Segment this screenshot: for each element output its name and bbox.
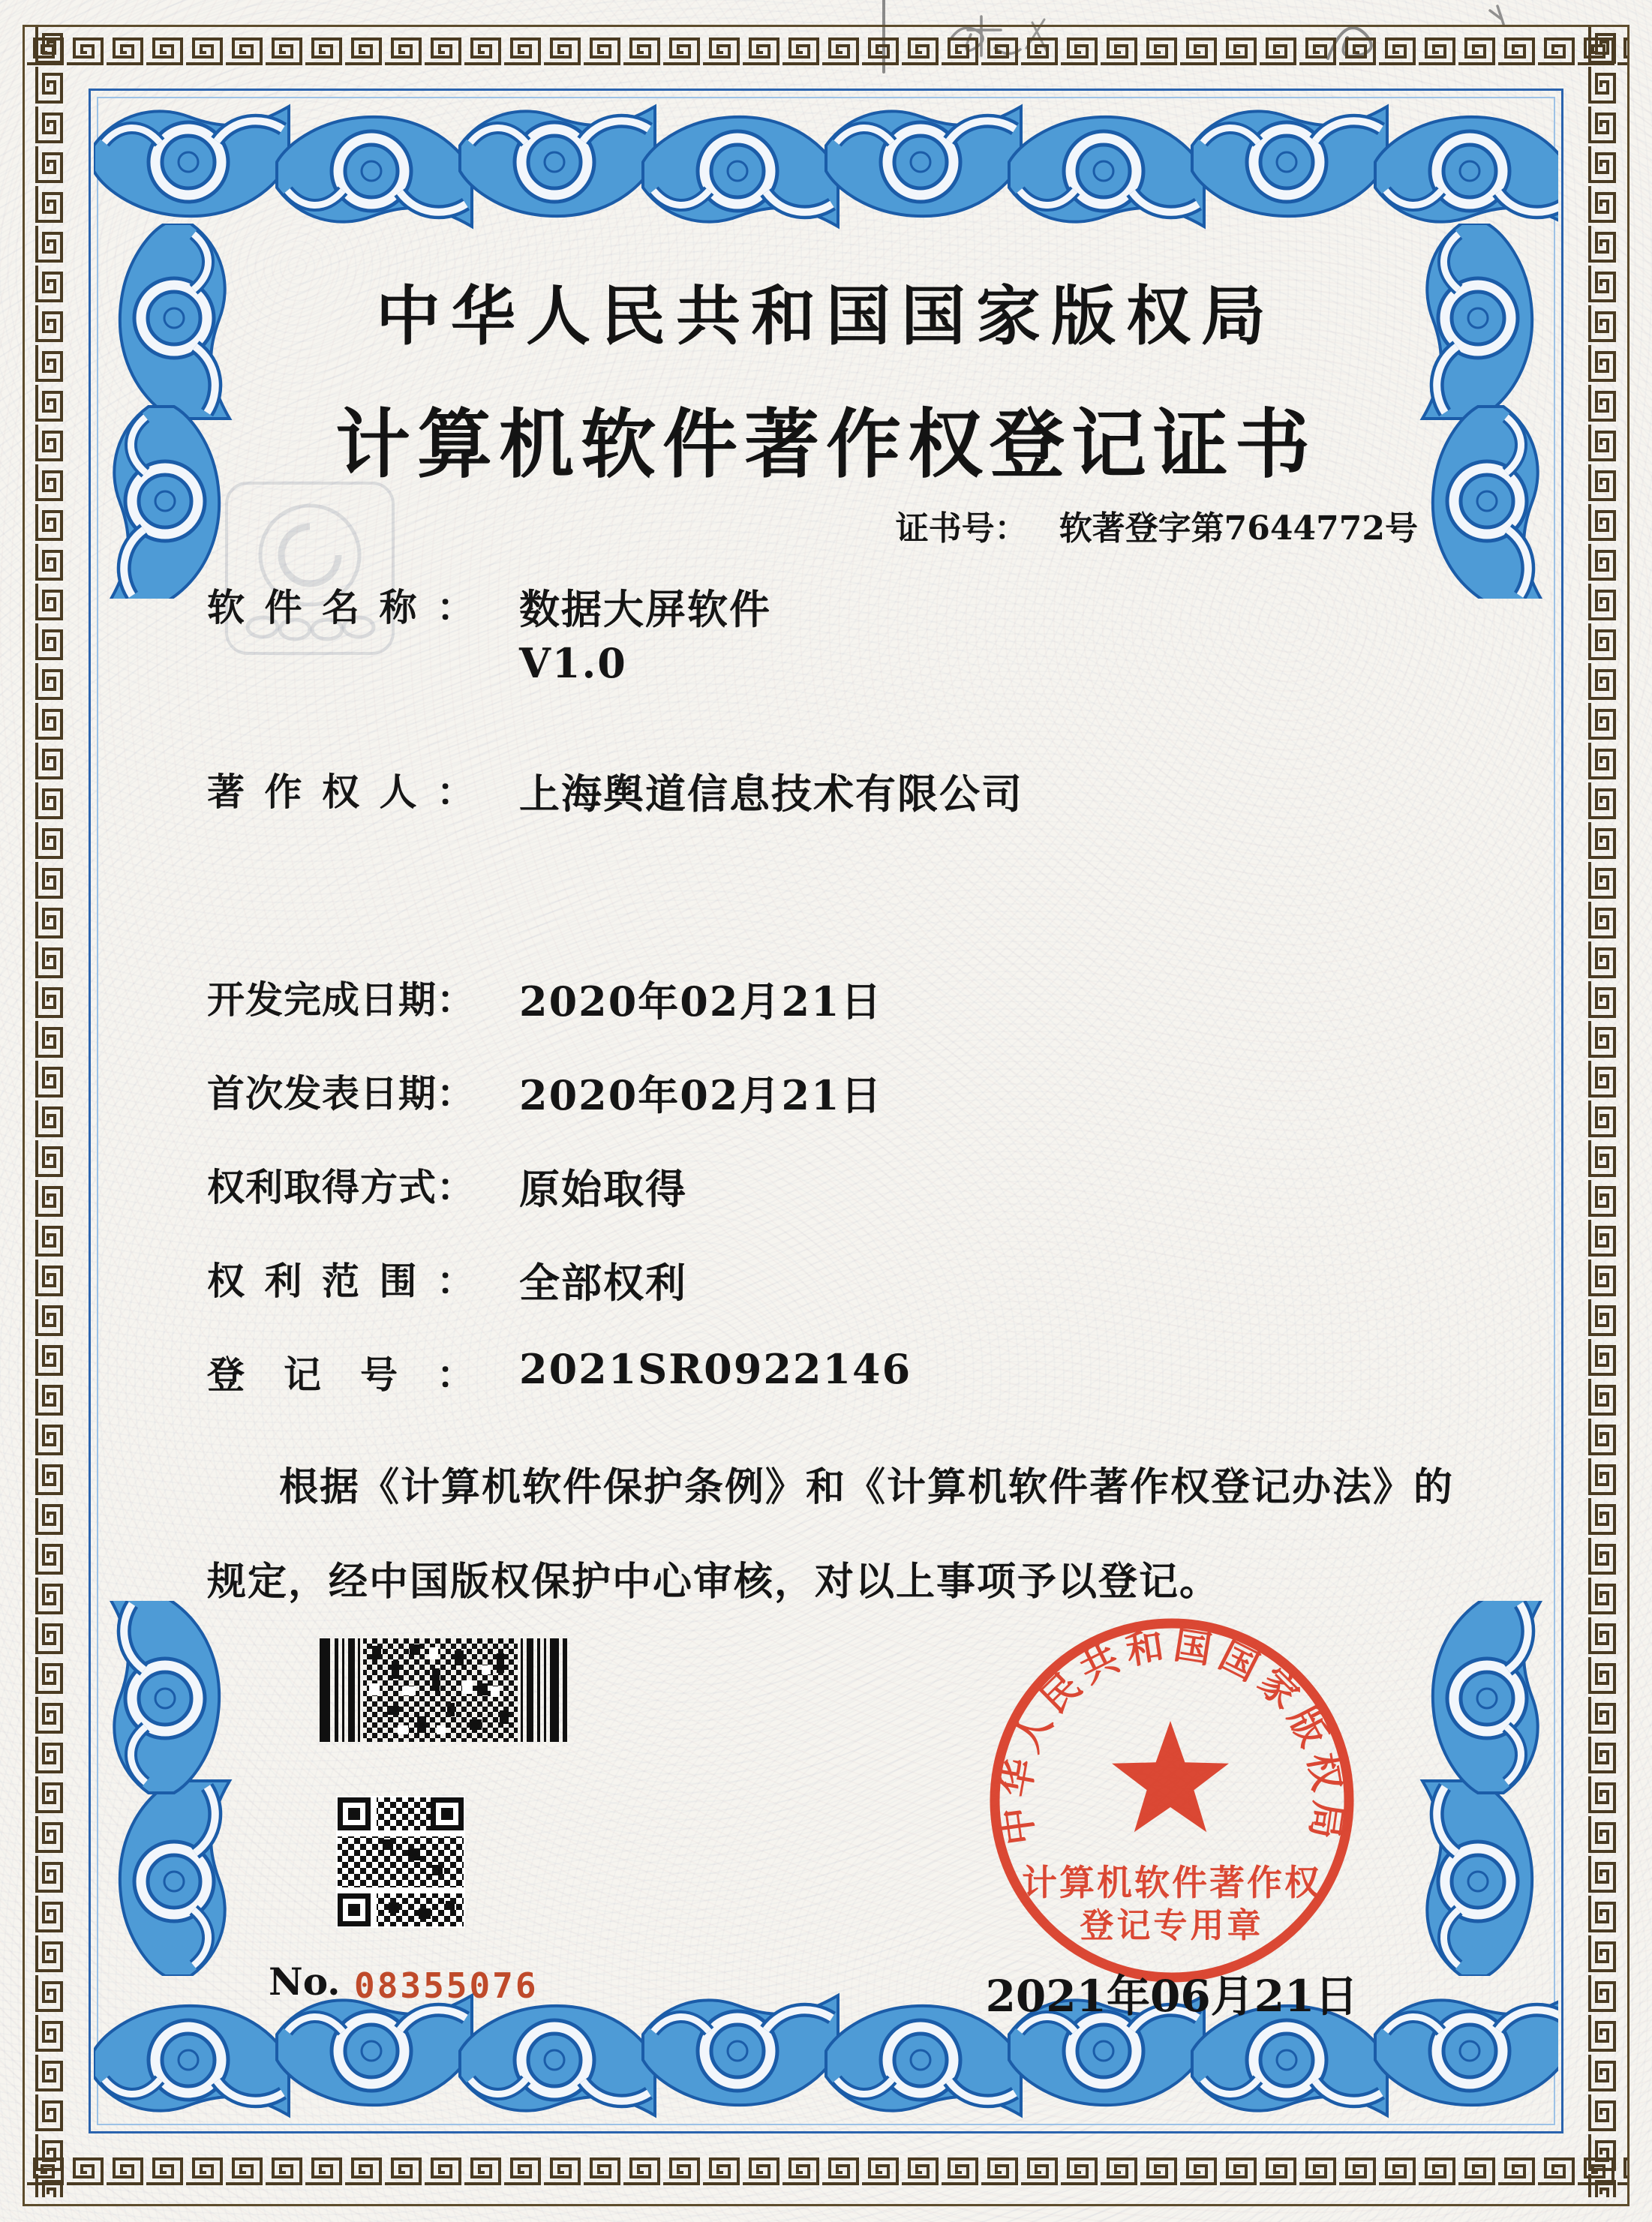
field-value-registration-number: 2021SR0922146 [519,1345,912,1393]
certificate-number-value: 软著登字第7644772号 [1059,509,1418,548]
field-value-dev-complete-date: 2020年02月21日 [519,977,883,1025]
field-value-rights-scope: 全部权利 [519,1259,687,1307]
field-value-software-name: 数据大屏软件 [519,585,771,633]
barcode [320,1638,567,1742]
serial-number-value: 08355076 [354,1965,539,2006]
certificate-number-label: 证书号： [895,509,1028,548]
statement-line-1: 根据《计算机软件保护条例》和《计算机软件著作权登记办法》的 [279,1465,1455,1510]
corner-flourish-bottom-left [87,1601,246,1976]
seal-ring-text: 中华人民共和国国家版权局 [993,1623,1350,1848]
certificate-title: 计算机软件著作权登记证书 [335,400,1317,488]
authority-title: 中华人民共和国国家版权局 [376,278,1276,354]
field-label-copyright-owner: 著作权人： [207,770,474,814]
statement-line-2: 规定，经中国版权保护中心审核，对以上事项予以登记。 [207,1560,1221,1605]
star-icon [1112,1721,1229,1832]
field-label-first-publish-date: 首次发表日期： [207,1072,474,1116]
field-value-copyright-owner: 上海舆道信息技术有限公司 [519,770,1023,818]
meander-border-top [25,36,1627,66]
field-label-registration-number: 登记号： [207,1353,474,1397]
field-label-dev-complete-date: 开发完成日期： [207,978,474,1022]
qr-code [336,1796,465,1928]
field-label-software-name: 软件名称： [207,586,474,629]
corner-flourish-bottom-right [1406,1601,1565,1976]
field-label-rights-acquisition: 权利取得方式： [207,1166,474,1209]
field-value-software-version: V1.0 [519,639,627,687]
seal-line-2: 登记专用章 [1080,1905,1264,1945]
meander-border-bottom [25,2156,1627,2186]
field-value-rights-acquisition: 原始取得 [519,1165,687,1213]
corner-flourish-top-band [94,87,1558,246]
field-value-first-publish-date: 2020年02月21日 [519,1071,883,1119]
field-label-rights-scope: 权利范围： [207,1260,474,1303]
seal-line-1: 计算机软件著作权 [1022,1863,1322,1904]
issue-date: 2021年06月21日 [985,1971,1359,2022]
certificate-number-line [896,501,1418,549]
serial-number-label: No. [269,1959,341,2004]
